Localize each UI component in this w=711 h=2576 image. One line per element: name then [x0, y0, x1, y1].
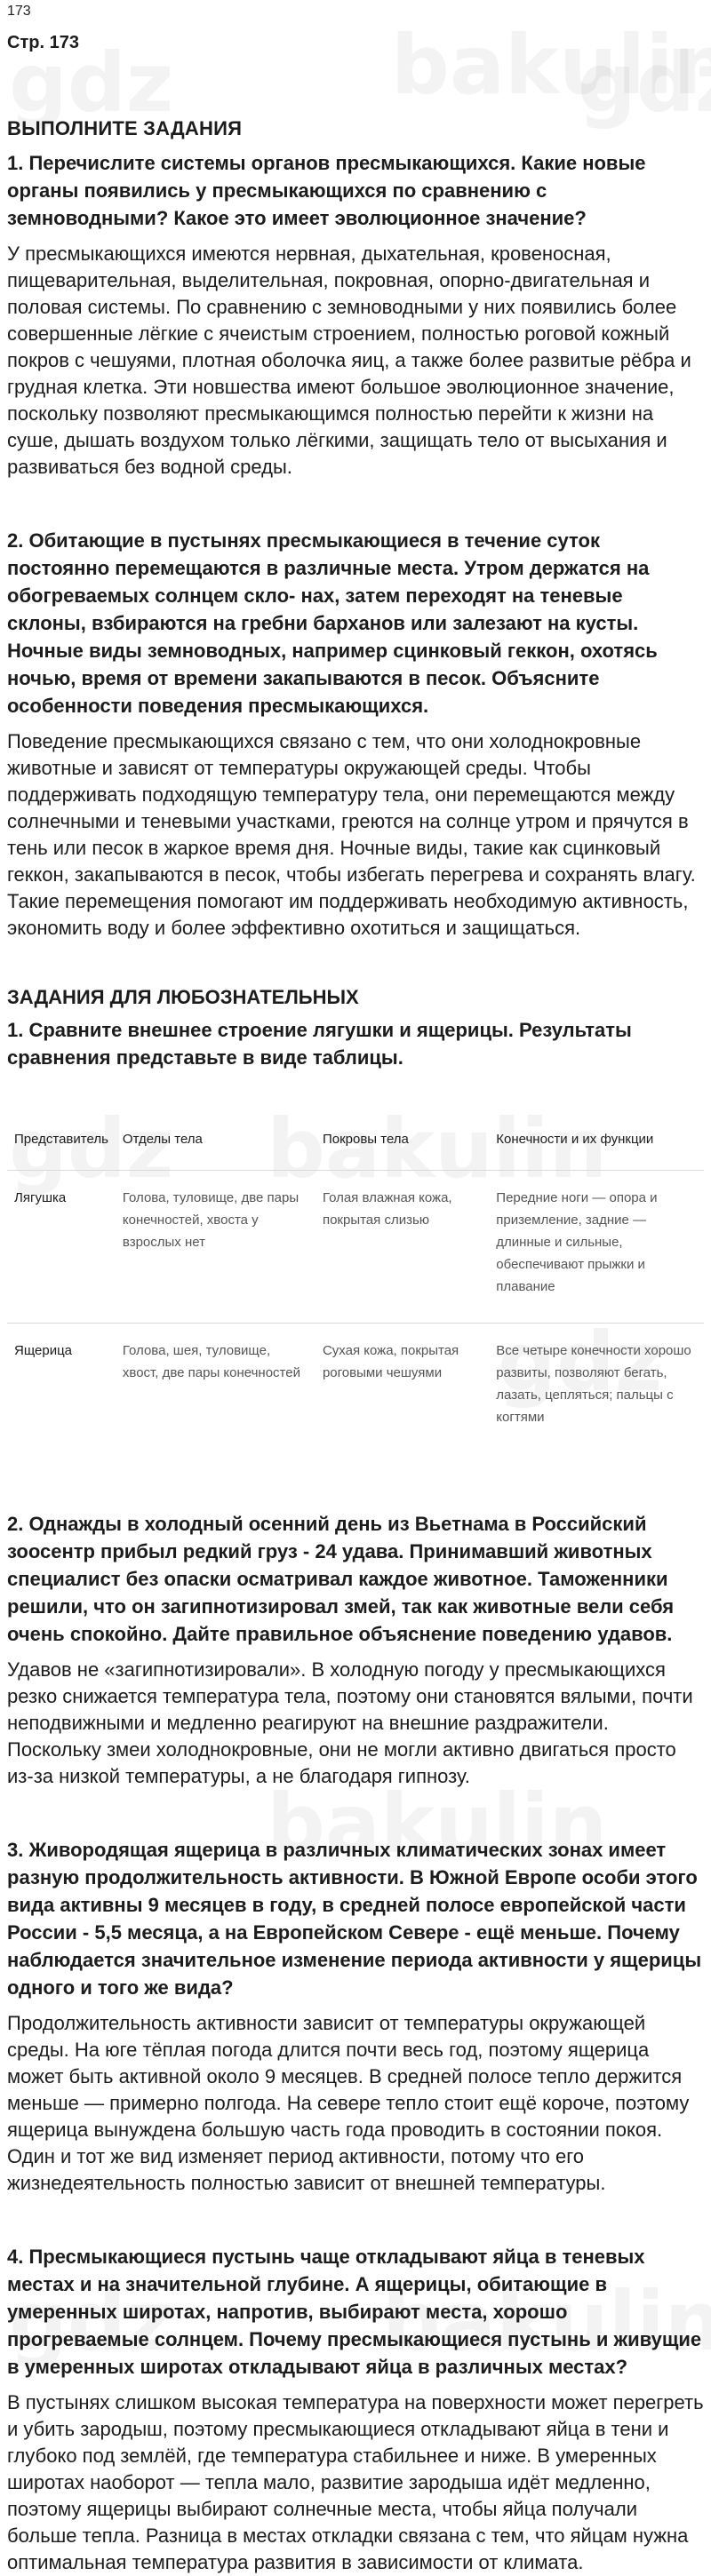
comparison-table [7, 1119, 704, 1453]
answer-text: У пресмыкающихся имеются нервная, дыхательная, кровеносная, пищеварительная, выделительная, покровная, опорно-двигательная и половая системы. По сравнению с земноводными у них появились более совершенные лёгкие с ячеистым строением, полностью роговой кожный покров с чешуями, плотная оболочка яиц, а также более развитые рёбра и грудная клетка. Эти новшества имеют большое эволюционное значение, поскольку позволяют пресмыкающимся полностью перейти к жизни на суше, дышать воздухом только лёгкими, защищать тело от высыхания и развиваться без водной среды. [7, 242, 691, 478]
table-cell: Передние ноги — опора и приземление, задние — длинные и сильные, обеспечивают прыжки и плавание [489, 1171, 704, 1324]
page-title: Стр. 173 [7, 33, 79, 52]
spacer [7, 1790, 704, 1827]
table-cell: Голова, шея, туловище, хвост, две пары конечностей [122, 1343, 300, 1380]
table-row [7, 1171, 704, 1324]
question-text: 1. Сравните внешнее строение лягушки и ящерицы. Результаты сравнения представьте в виде таблицы. [7, 1019, 632, 1069]
section-heading: ЗАДАНИЯ ДЛЯ ЛЮБОЗНАТЕЛЬНЫХ [7, 986, 359, 1008]
column-header: Отделы тела [116, 1119, 316, 1171]
column-header: Конечности и их функции [489, 1119, 704, 1171]
column-header: Представитель [7, 1119, 116, 1171]
table-header-row [7, 1119, 704, 1171]
question-text: 1. Перечислите системы органов пресмыкающихся. Какие новые органы появились у пресмыкающихся по сравнению с земноводными? Какое это имеет эволюционное значение? [7, 152, 646, 229]
answer-text: Удавов не «загипнотизировали». В холодную погоду у пресмыкающихся резко снижается температура тела, поэтому они становятся вялыми, почти неподвижными и медленно реагируют на внешние раздражители. Поскольку змеи холоднокровные, они не могли активно двигаться просто из-за низкой температуры, а не благодаря гипнозу. [7, 1658, 693, 1787]
table-cell: Голова, туловище, две пары конечностей, хвоста у взрослых нет [116, 1171, 316, 1324]
spacer [7, 481, 704, 518]
spacer [7, 2197, 704, 2234]
question-text: 2. Обитающие в пустынях пресмыкающиеся в течение суток постоянно перемещаются в различные места. Утром держатся на обогреваемых солнцем скло- нах, затем переходят на теневые склоны, взбираются на гребни барханов или залезают на кусты. Ночные виды земноводных, например сцинковый геккон, охотясь ночью, время от времени закапываются в песок. Объясните особенности поведения пресмыкающихся. [7, 529, 658, 717]
table-cell: Сухая кожа, покрытая роговыми чешуями [322, 1343, 459, 1380]
question-text: 2. Однажды в холодный осенний день из Вьетнама в Российский зоосентр прибыл редкий груз - 24 удава. Принимавший животных специалист без опаски осматривал каждое животное. Таможенники решили, что он загипнотизировал змей, так как животные вели себя очень спокойно. Дайте правильное объяснение поведению удавов. [7, 1513, 675, 1645]
table-cell: Все четыре конечности хорошо развиты, позволяют бегать, лазать, цепляться; пальцы с когтями [496, 1343, 691, 1425]
column-header: Покровы тела [316, 1119, 489, 1171]
question-text: 3. Живородящая ящерица в различных климатических зонах имеет разную продолжительность активности. В Южной Европе особи этого вида активны 9 месяцев в году, в средней полосе европейской части России - 5,5 месяца, а на Европейском Севере - ещё меньше. Почему наблюдается значительное изменение периода активности у ящерицы одного и того же вида? [7, 1839, 702, 1999]
table-cell: Ящерица [14, 1343, 73, 1358]
answer-text: В пустынях слишком высокая температура на поверхности может перегреть и убить зародыш, поэтому пресмыкающиеся откладывают яйца в тени и глубоко под землёй, где температура стабильнее и ниже. В умеренных широтах наоборот — тепла мало, развитие зародыша идёт медленно, поэтому ящерицы выбирают солнечные места, чтобы яйца получали больше тепла. Разница в местах откладки связана с тем, что яйцам нужна оптимальная температура развития в зависимости от климата. [7, 2391, 704, 2573]
table-row [7, 1324, 704, 1454]
section-heading: ВЫПОЛНИТЕ ЗАДАНИЯ [7, 117, 243, 139]
table-cell: Голая влажная кожа, покрытая слизью [316, 1171, 489, 1324]
question-text: 4. Пресмыкающиеся пустынь чаще откладывают яйца в теневых местах и на значительной глубине. А ящерицы, обитающие в умеренных широтах, напротив, выбирают места, хорошо прогреваемые солнцем. Почему пресмыкающиеся пустынь и живущие в умеренных широтах откладывают яйца в различных местах? [7, 2246, 702, 2378]
table-cell: Лягушка [7, 1171, 116, 1324]
spacer [7, 1453, 704, 1501]
answer-text: Продолжительность активности зависит от температуры окружающей среды. На юге тёплая погода длится почти весь год, поэтому ящерица может быть активной около 9 месяцев. В средней полосе тепло держится меньше — примерно полгода. На севере тепло стоит ещё короче, поэтому ящерица вынуждена большую часть года проводить в состоянии покоя. Один и тот же вид изменяет период активности, потому что его жизнедеятельность полностью зависит от внешней температуры. [7, 2012, 690, 2194]
page-number: 173 [7, 4, 31, 19]
answer-text: Поведение пресмыкающихся связано с тем, что они холоднокровные животные и зависят от температуры окружающей среды. Чтобы поддерживать подходящую температуру тела, они перемещаются между солнечными и теневыми участками, греются на солнце утром и прячутся в тень или песок в жаркое время дня. Ночные виды, такие как сцинковый геккон, закапываются в песок, чтобы избегать перегрева и сохранять влагу. Такие перемещения помогают им поддерживать необходимую активность, экономить воду и более эффективно охотиться и защищаться. [7, 730, 696, 939]
